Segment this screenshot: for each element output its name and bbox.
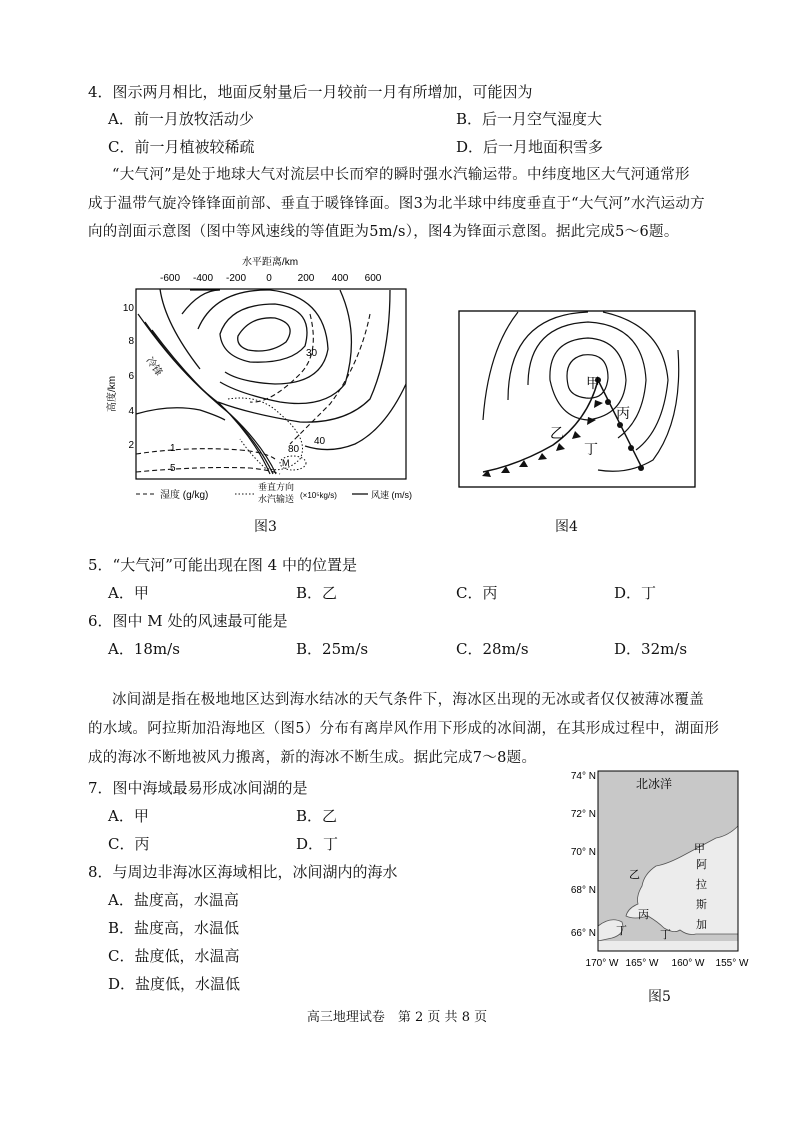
figure-3-cross-section <box>100 254 420 506</box>
fig3-caption: 图3 <box>254 519 277 535</box>
q7-option-c[interactable]: C．丙 <box>108 835 150 853</box>
q8-option-c[interactable]: C．盐度低，水温高 <box>108 947 240 965</box>
fig5-lon-tick: 160° W <box>671 958 705 969</box>
fig3-y-tick: 6 <box>128 371 134 382</box>
q4-option-c[interactable]: C．前一月植被较稀疏 <box>108 138 255 156</box>
fig5-lon-tick: 155° W <box>715 958 749 969</box>
fig3-x-tick: 400 <box>331 273 349 284</box>
figure-4-front <box>458 310 698 490</box>
fig3-front-label: 冷锋 <box>143 355 165 379</box>
legend-wind: 风速 (m/s) <box>371 490 412 500</box>
fig5-lon-tick: 170° W <box>585 958 619 969</box>
q8-option-b[interactable]: B．盐度高，水温低 <box>108 919 240 937</box>
q8-option-d[interactable]: D．盐度低，水温低 <box>108 975 241 993</box>
passage2-line-1: 冰间湖是指在极地地区达到海水结冰的天气条件下，海冰区出现的无冰或者仅仅被薄冰覆盖 <box>112 692 704 708</box>
passage2-line-2: 的水域。阿拉斯加沿海地区（图5）分布有离岸风作用下形成的冰间湖，在其形成过程中，湖面形 <box>88 721 720 737</box>
q5-option-d[interactable]: D．丁 <box>614 584 657 602</box>
figure-5-map <box>556 766 766 976</box>
fig3-x-tick: 600 <box>364 273 382 284</box>
fig5-land-char: 阿 <box>696 859 707 871</box>
q7-option-b[interactable]: B．乙 <box>296 807 338 825</box>
fig3-v80: 80 <box>288 444 300 455</box>
legend-humidity: 湿度 (g/kg) <box>160 490 209 501</box>
q6-option-d[interactable]: D．32m/s <box>614 640 688 658</box>
q5-option-b[interactable]: B．乙 <box>296 584 338 602</box>
fig5-land-char: 加 <box>696 919 707 931</box>
fig4-label-yi: 乙 <box>550 425 564 441</box>
q6-option-c[interactable]: C．28m/s <box>456 640 529 658</box>
q4-option-b[interactable]: B．后一月空气湿度大 <box>456 110 603 128</box>
fig5-lat-tick: 68° N <box>570 885 596 896</box>
passage1-line-3: 向的剖面示意图（图中等风速线的等值距为5m/s），图4为锋面示意图。据此完成5～6题。 <box>88 224 679 240</box>
q5-option-a[interactable]: A．甲 <box>108 584 149 602</box>
fig3-x-tick: -200 <box>225 273 247 284</box>
fig3-x-tick: -600 <box>159 273 181 284</box>
fig3-v1: 1 <box>170 443 176 454</box>
fig5-lon-tick: 165° W <box>625 958 659 969</box>
fig3-v5: 5 <box>170 463 176 474</box>
fig4-label-jia: 甲 <box>586 375 600 391</box>
fig5-label-jia: 甲 <box>694 843 705 855</box>
fig4-label-ding: 丁 <box>584 441 598 457</box>
fig3-x-tick: 0 <box>266 273 272 284</box>
page-footer: 高三地理试卷 第 2 页 共 8 页 <box>306 1010 488 1025</box>
fig5-land-char: 拉 <box>696 879 707 891</box>
q7-stem: 7．图中海域最易形成冰间湖的是 <box>88 779 308 797</box>
fig5-lat-tick: 70° N <box>570 847 596 858</box>
fig5-lat-tick: 66° N <box>570 928 596 939</box>
passage1-line-1: “大气河”是处于地球大气对流层中长而窄的瞬时强水汽输运带。中纬度地区大气河通常形 <box>112 167 690 183</box>
fig4-caption: 图4 <box>555 519 578 535</box>
q4-option-d[interactable]: D．后一月地面积雪多 <box>456 138 604 156</box>
fig3-x-tick: 200 <box>297 273 315 284</box>
fig5-lat-tick: 74° N <box>570 771 596 782</box>
fig5-caption: 图5 <box>648 989 671 1005</box>
fig4-frame <box>459 311 695 487</box>
fig3-v40: 40 <box>314 436 326 447</box>
q4-stem: 4．图示两月相比，地面反射量后一月较前一月有所增加，可能因为 <box>88 83 533 101</box>
q6-option-b[interactable]: B．25m/s <box>296 640 369 658</box>
fig5-label-yi: 乙 <box>629 869 640 881</box>
fig3-y-title: 高度/km <box>107 375 118 413</box>
fig4-label-bing: 丙 <box>616 405 630 421</box>
legend-transport-2: 水汽输送 <box>258 494 295 504</box>
fig3-x-tick: -400 <box>192 273 214 284</box>
q6-option-a[interactable]: A．18m/s <box>108 640 180 658</box>
fig3-x-title: 水平距离/km <box>241 257 299 268</box>
passage1-line-2: 成于温带气旋冷锋锋面前部、垂直于暖锋锋面。图3为北半球中纬度垂直于“大气河”水汽运动方 <box>88 196 705 212</box>
q7-option-a[interactable]: A．甲 <box>108 807 149 825</box>
q7-option-d[interactable]: D．丁 <box>296 835 339 853</box>
fig5-label-ding: 丁 <box>616 925 627 937</box>
legend-transport-1: 垂直方向 <box>258 482 295 492</box>
fig3-y-tick: 2 <box>128 440 134 451</box>
fig3-v30: 30 <box>306 348 318 359</box>
q8-stem: 8．与周边非海冰区海域相比，冰间湖内的海水 <box>88 863 398 881</box>
fig5-label-ding-2: 丁 <box>660 929 671 941</box>
q5-option-c[interactable]: C．丙 <box>456 584 498 602</box>
fig3-y-tick: 8 <box>128 336 134 347</box>
fig3-y-tick: 4 <box>128 406 134 417</box>
q8-option-a[interactable]: A．盐度高，水温高 <box>108 891 239 909</box>
q4-option-a[interactable]: A．前一月放牧活动少 <box>108 110 254 128</box>
fig5-lat-tick: 72° N <box>570 809 596 820</box>
fig5-label-bing: 丙 <box>638 909 649 921</box>
q5-stem: 5．“大气河”可能出现在图 4 中的位置是 <box>88 556 357 574</box>
fig5-sea-label: 北冰洋 <box>636 777 673 791</box>
fig3-y-tick: 10 <box>122 303 134 314</box>
passage2-line-3: 成的海冰不断地被风力搬离，新的海冰不断生成。据此完成7～8题。 <box>88 750 537 766</box>
q6-stem: 6．图中 M 处的风速最可能是 <box>88 612 288 630</box>
fig3-m-label: M <box>282 458 290 468</box>
fig5-land-char: 斯 <box>696 899 707 911</box>
legend-transport-unit: (×10⁵kg/s) <box>300 491 337 500</box>
